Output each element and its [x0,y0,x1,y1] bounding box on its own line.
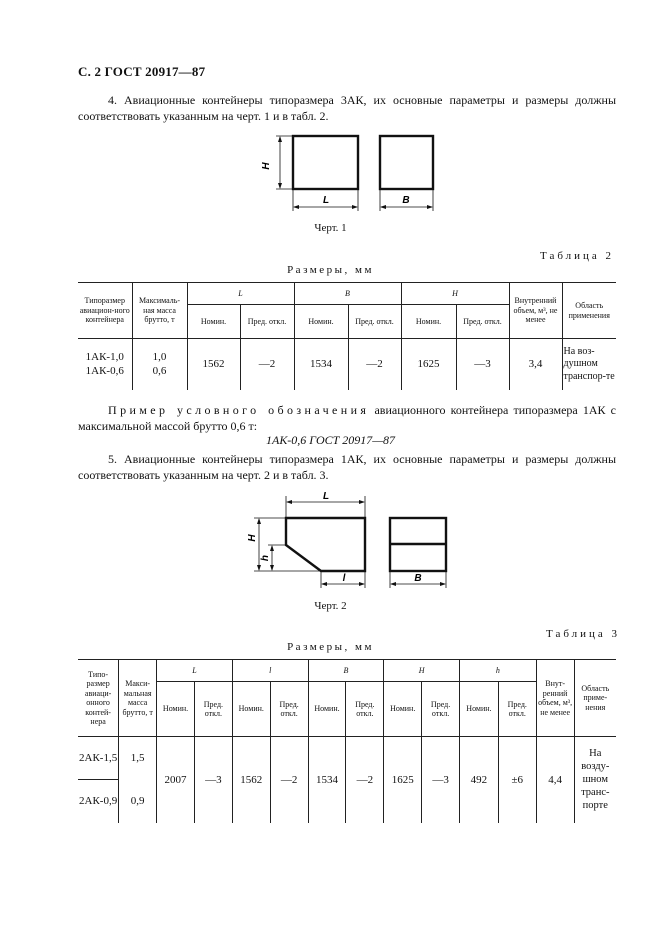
t3-row2-type: 2АК-0,9 [78,780,119,823]
t3-h-L-dev: Пред. откл. [195,682,233,737]
t2-B-nom: 1534 [294,339,348,390]
fig2-caption: Черт. 2 [314,600,347,612]
t2-L-dev: —2 [240,339,294,390]
fig2-side-view [286,518,365,571]
table3-title: Таблица 3 [546,628,621,640]
t3-h-l-dev: Пред. откл. [270,682,308,737]
paragraph-4: 4. Авиационные контейнеры типоразмера 3АК, их основные параметры и размеры должны соответствовать указанным на черт. 1 и в табл. 2. [78,93,616,123]
t2-B-dev: —2 [348,339,401,390]
fig2-label-h: h [260,554,271,562]
t3-h-B-dev: Пред. откл. [346,682,384,737]
t2-volume: 3,4 [509,339,562,390]
paragraph-5: 5. Авиационные контейнеры типоразмера 1АК, их основные параметры и размеры должны соответствовать указанным на черт. 2 и в табл. 3. [78,452,616,482]
fig2-label-L: L [322,491,330,502]
figure-2 [244,488,464,596]
t2-h-B-dev: Пред. откл. [348,305,401,339]
fig2-label-l: l [342,573,346,584]
t3-h-mass: Макси-мальная масса брутто, т [119,660,157,737]
fig2-label-H: H [247,534,258,542]
t2-type: 1АК-1,0 1АК-0,6 [78,339,132,390]
fig1-label-l: L [322,195,330,206]
t2-h-mass: Максималь-ная масса брутто, т [132,283,187,339]
fig1-caption: Черт. 1 [314,222,347,234]
table-2 [78,282,616,390]
t3-l-dev: —2 [270,737,308,823]
t3-volume: 4,4 [536,737,574,823]
t3-area: На возду-шном транс-порте [574,737,616,823]
t2-H-dev: —3 [456,339,509,390]
fig2-label-B: B [414,573,422,584]
t3-H-dev: —3 [422,737,460,823]
t3-H-nom: 1625 [384,737,422,823]
t2-area: На воз-душном транспор-те [562,339,616,390]
designation-example [78,403,616,434]
fig1-label-b: B [402,195,410,206]
t3-h-h: h [459,660,536,682]
t2-H-nom: 1625 [401,339,456,390]
t3-B-dev: —2 [346,737,384,823]
t2-h-L-nom: Номин. [187,305,240,339]
t2-h-L-dev: Пред. откл. [240,305,294,339]
t3-h-B: B [308,660,384,682]
table-3 [78,659,616,823]
t3-row1-type: 2АК-1,5 [78,737,119,780]
t2-h-volume: Внутренний объем, м³, не менее [509,283,562,339]
t3-h-H: H [384,660,460,682]
figure-1 [250,128,450,214]
t3-L-dev: —3 [195,737,233,823]
table2-subtitle: Размеры, мм [287,264,374,276]
t3-h-L: L [157,660,233,682]
designation: 1АК-0,6 ГОСТ 20917—87 [266,433,395,447]
t3-h-area: Область приме-нения [574,660,616,737]
t3-h-H-dev: Пред. откл. [422,682,460,737]
t2-h-L: L [187,283,294,305]
t2-h-H-nom: Номин. [401,305,456,339]
t3-h-h-nom: Номин. [459,682,498,737]
fig1-front-view [380,136,433,189]
t3-h-dev: ±6 [498,737,536,823]
t3-row1-mass: 1,5 [119,737,157,780]
t3-h-H-nom: Номин. [384,682,422,737]
page-header: С. 2 ГОСТ 20917—87 [78,64,206,79]
t3-L-nom: 2007 [157,737,195,823]
t2-mass: 1,0 0,6 [132,339,187,390]
t3-h-l: l [232,660,308,682]
fig1-side-view [293,136,358,189]
t2-h-type: Типоразмер авиацион-ного контейнера [78,283,132,339]
t2-h-H: H [401,283,509,305]
t2-h-area: Область применения [562,283,616,339]
t2-h-H-dev: Пред. откл. [456,305,509,339]
t2-h-B-nom: Номин. [294,305,348,339]
t2-L-nom: 1562 [187,339,240,390]
table3-subtitle: Размеры, мм [287,641,374,653]
example-lead: Пример условного обозначения [108,403,370,417]
t3-h-l-nom: Номин. [232,682,270,737]
fig1-label-h: H [261,162,272,170]
t3-h-h-dev: Пред. откл. [498,682,536,737]
t3-h-volume: Внут-ренний объем, м³, не менее [536,660,574,737]
example-rest: авиационного контейнера типоразмера 1АК с максимальной массой брутто 0,6 т: [78,403,616,433]
t3-h-L-nom: Номин. [157,682,195,737]
t3-row2-mass: 0,9 [119,780,157,823]
t3-h-B-nom: Номин. [308,682,346,737]
t3-h-nom: 492 [459,737,498,823]
t2-h-B: B [294,283,401,305]
t3-B-nom: 1534 [308,737,346,823]
t3-h-type: Типо-размер авиаци-онного контей-нера [78,660,119,737]
table2-title: Таблица 2 [540,250,615,262]
t3-l-nom: 1562 [232,737,270,823]
